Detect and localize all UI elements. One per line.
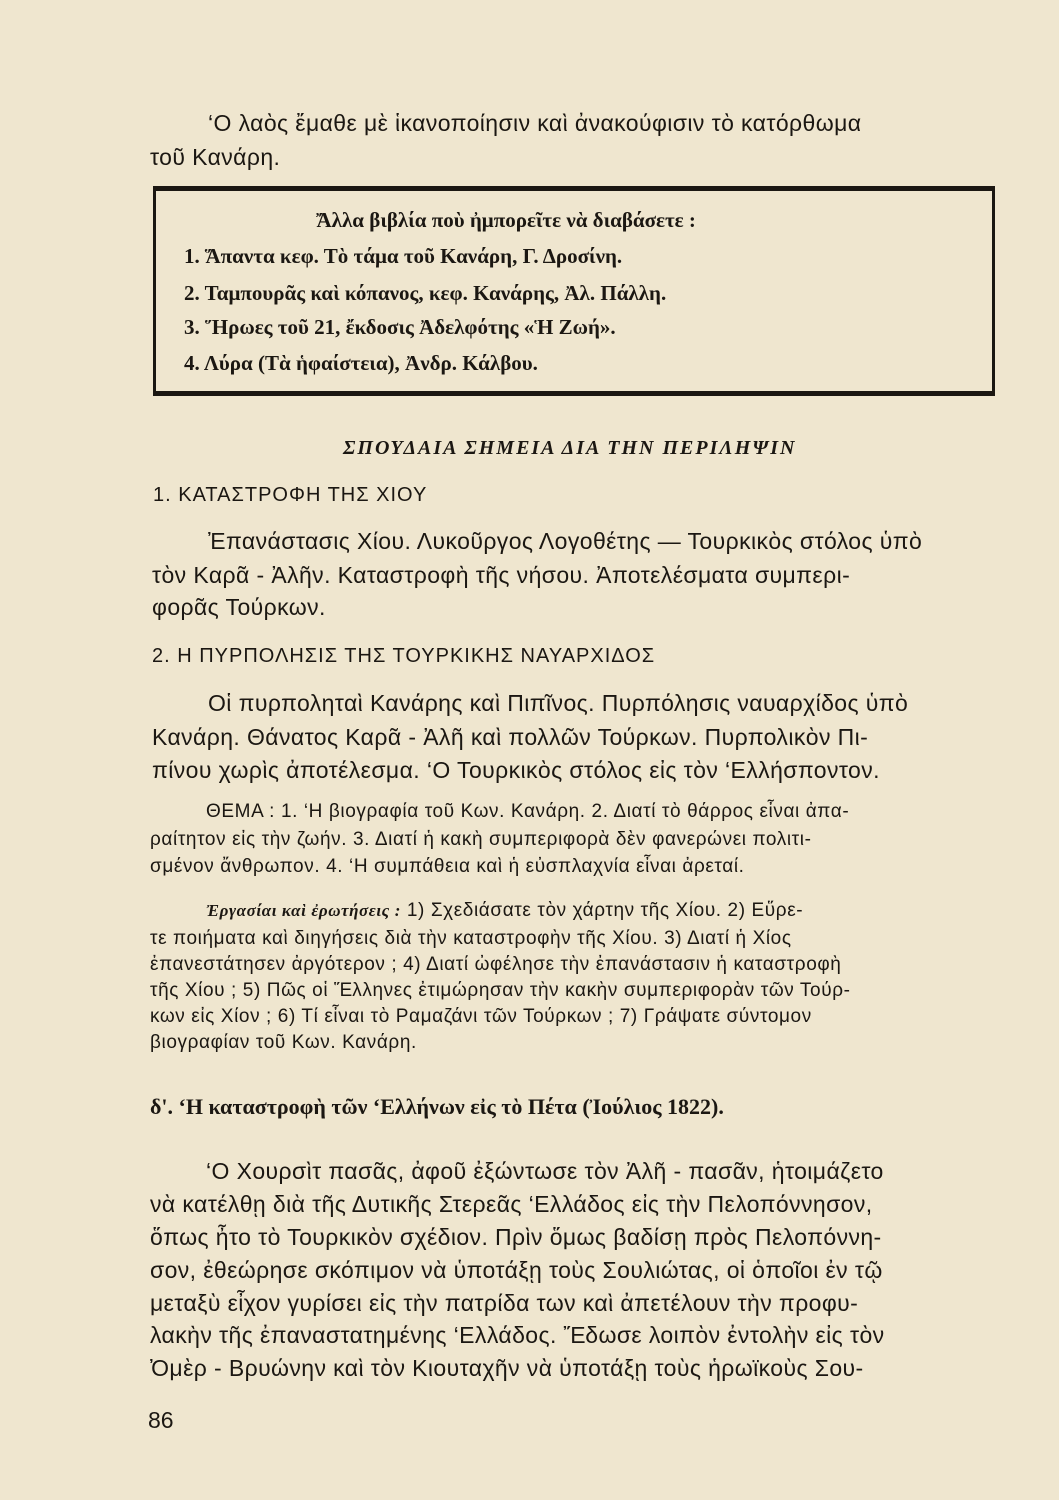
chapter-line-7: Ὀμὲρ - Βρυώνην καὶ τὸν Κιουταχῆν νὰ ὑποτάξῃ τοὺς ἡρωϊκοὺς Σου- [150, 1355, 864, 1381]
theme-line-2: ραίτητον εἰς τὴν ζωήν. 3. Διατί ἡ κακὴ συμπεριφορὰ δὲν φανερώνει πολιτι- [150, 829, 812, 850]
exercises-line-2: τε ποιήματα καὶ διηγήσεις διὰ τὴν καταστροφὴν τῆς Χίου. 3) Διατί ἡ Χίος [150, 928, 792, 949]
chapter-line-2: νὰ κατέλθῃ διὰ τῆς Δυτικῆς Στερεᾶς ‘Ελλάδος εἰς τὴν Πελοπόννησον, [150, 1191, 873, 1217]
theme-line-1: ΘΕΜΑ : 1. ‘Η βιογραφία τοῦ Κων. Κανάρη. 2. Διατί τὸ θάρρος εἶναι ἀπα- [206, 801, 850, 822]
page-number: 86 [148, 1407, 174, 1433]
exercises-first: 1) Σχεδιάσατε τὸν χάρτην τῆς Χίου. 2) Εὕρε- [400, 900, 804, 921]
books-box-title: Ἄλλα βιβλία ποὺ ἠμπορεῖτε νὰ διαβάσετε : [316, 208, 696, 232]
exercises-line-1 [206, 900, 803, 922]
section1-title: 1. ΚΑΤΑΣΤΡΟΦΗ ΤΗΣ ΧΙΟΥ [153, 484, 428, 506]
theme-line-3: σμένον ἄνθρωπον. 4. ‘Η συμπάθεια καὶ ἡ εὐσπλαχνία εἶναι ἀρεταί. [150, 856, 745, 877]
section2-title: 2. Η ΠΥΡΠΟΛΗΣΙΣ ΤΗΣ ΤΟΥΡΚΙΚΗΣ ΝΑΥΑΡΧΙΔΟΣ [152, 645, 656, 667]
exercises-line-5: κων εἰς Χίον ; 6) Τί εἶναι τὸ Ραμαζάνι τῶν Τούρκων ; 7) Γράψατε σύντομον [150, 1006, 812, 1027]
chapter-line-3: ὅπως ἦτο τὸ Τουρκικὸν σχέδιον. Πρὶν ὅμως βαδίσῃ πρὸς Πελοπόννη- [150, 1224, 882, 1250]
chapter-line-5: μεταξὺ εἶχον γυρίσει εἰς τὴν πατρίδα των καὶ ἀπετέλουν τὴν προφυ- [150, 1290, 859, 1316]
exercises-line-6: βιογραφίαν τοῦ Κων. Κανάρη. [150, 1032, 417, 1053]
exercises-label: Ἐργασίαι καὶ ἐρωτήσεις : [206, 901, 401, 920]
exercises-line-3: ἐπανεστάτησεν ἀργότερον ; 4) Διατί ὠφέλησε τὴν ἐπανάστασιν ἡ καταστροφὴ [150, 954, 842, 975]
section1-line-3: φορᾶς Τούρκων. [152, 594, 326, 620]
books-item-4: 4. Λύρα (Τὰ ἡφαίστεια), Ἀνδρ. Κάλβου. [184, 351, 538, 375]
intro-line-2: τοῦ Κανάρη. [150, 144, 281, 170]
chapter-line-1: ‘Ο Χουρσὶτ πασᾶς, ἀφοῦ ἐξώντωσε τὸν Ἀλῆ - πασᾶν, ἡτοιμάζετο [206, 1158, 884, 1184]
section2-line-2: Κανάρη. Θάνατος Καρᾶ - Ἀλῆ καὶ πολλῶν Τούρκων. Πυρπολικὸν Πι- [152, 724, 869, 750]
books-box [153, 186, 995, 396]
chapter-line-4: σον, ἐθεώρησε σκόπιμον νὰ ὑποτάξῃ τοὺς Σουλιώτας, οἱ ὁποῖοι ἐν τῷ [150, 1257, 883, 1283]
section2-line-3: πίνου χωρὶς ἀποτέλεσμα. ‘Ο Τουρκικὸς στόλος εἰς τὸν ‘Ελλήσποντον. [152, 757, 880, 783]
chapter-title: δ'. ‘Η καταστροφὴ τῶν ‘Ελλήνων εἰς τὸ Πέτα (Ἰούλιος 1822). [150, 1094, 724, 1119]
books-item-3: 3. Ἥρωες τοῦ 21, ἔκδοσις Ἀδελφότης «Ἡ Ζωή». [184, 315, 616, 339]
books-item-1: 1. Ἅπαντα κεφ. Τὸ τάμα τοῦ Κανάρη, Γ. Δροσίνη. [184, 244, 623, 268]
intro-line-1: ‘Ο λαὸς ἔμαθε μὲ ἱκανοποίησιν καὶ ἀνακούφισιν τὸ κατόρθωμα [208, 110, 862, 136]
summary-heading: ΣΠΟΥΔΑΙΑ ΣΗΜΕΙΑ ΔΙΑ ΤΗΝ ΠΕΡΙΛΗΨΙΝ [343, 437, 797, 459]
section1-line-2: τὸν Καρᾶ - Ἀλῆν. Καταστροφὴ τῆς νήσου. Ἀποτελέσματα συμπερι- [152, 562, 851, 588]
chapter-line-6: λακὴν τῆς ἐπαναστατημένης ‘Ελλάδος. Ἔδωσε λοιπὸν ἐντολὴν εἰς τὸν [150, 1322, 885, 1348]
section2-line-1: Οἱ πυρποληταὶ Κανάρης καὶ Πιπῖνος. Πυρπόλησις ναυαρχίδος ὑπὸ [208, 690, 909, 716]
section1-line-1: Ἐπανάστασις Χίου. Λυκοῦργος Λογοθέτης — Τουρκικὸς στόλος ὑπὸ [208, 528, 923, 554]
exercises-line-4: τῆς Χίου ; 5) Πῶς οἱ Ἕλληνες ἐτιμώρησαν τὴν κακὴν συμπεριφορὰν τῶν Τούρ- [150, 980, 851, 1001]
books-item-2: 2. Ταμπουρᾶς καὶ κόπανος, κεφ. Κανάρης, Ἀλ. Πάλλη. [184, 281, 667, 305]
